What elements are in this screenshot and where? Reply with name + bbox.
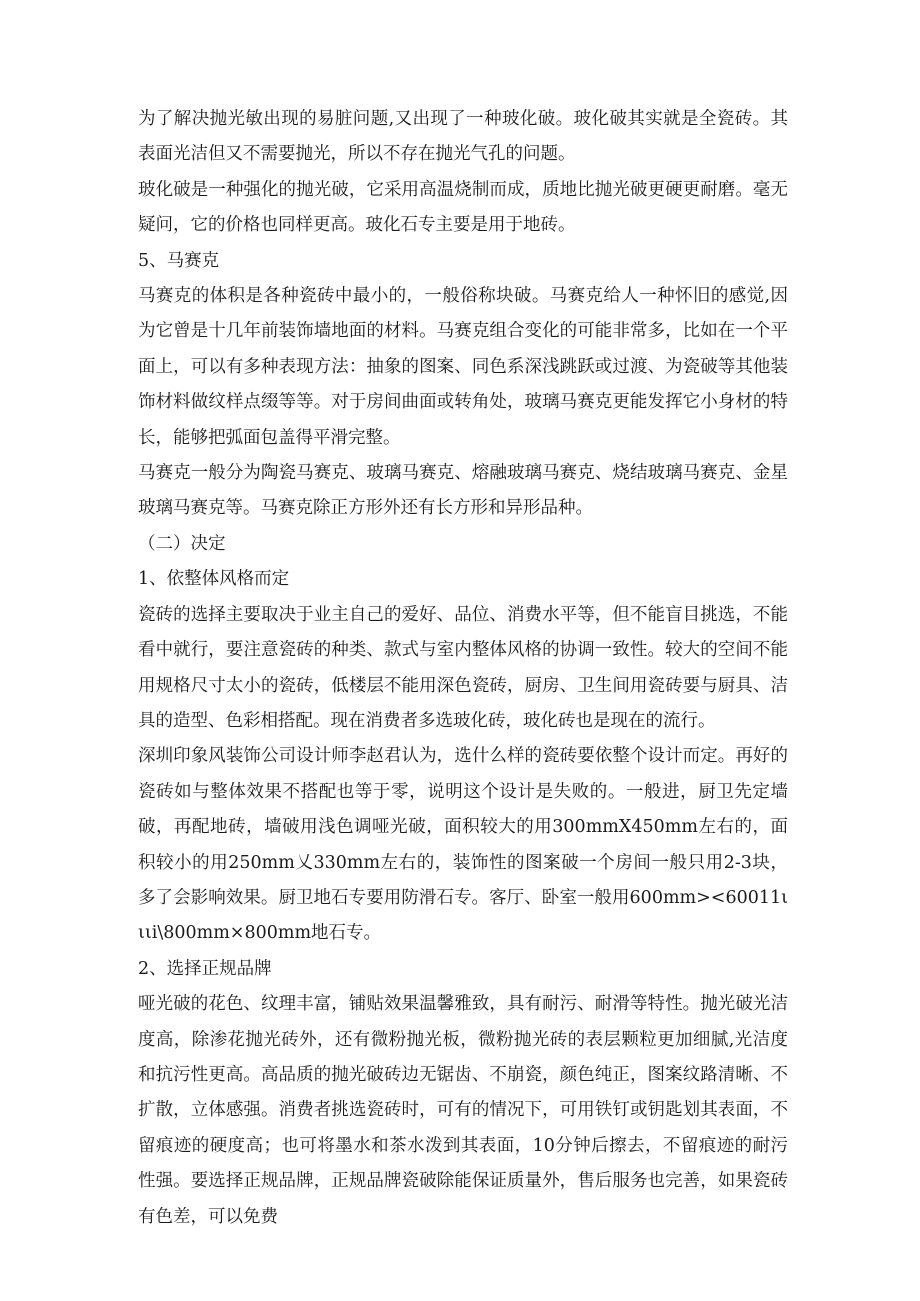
paragraph-brand-selection: 哑光破的花色、纹理丰富，铺贴效果温馨雅致，具有耐污、耐滑等特性。抛光破光洁度高，除渗花抛光砖外，还有微粉抛光板，微粉抛光砖的表层颗粒更加细腻,光洁度和抗污性更高。高品质的抛光破砖边无锯齿、不崩瓷，颜色纯正，图案纹路清晰、不扩散，立体感强。消费者挑选瓷砖时，可有的情况下，可用铁钉或钥匙划其表面，不留痕迹的硬度高；也可将墨水和茶水泼到其表面，10分钟后擦去，不留痕迹的耐污性强。要选择正规品牌，正规品牌瓷破除能保证质量外，售后服务也完善，如果瓷砖有色差，可以免费 [138,994,788,1227]
paragraph-style-selection: 瓷砖的选择主要取决于业主自己的爱好、品位、消费水平等，但不能盲目挑选，不能看中就行，要注意瓷砖的种类、款式与室内整体风格的协调一致性。较大的空间不能用规格尺寸太小的瓷砖，低楼层不能用深色瓷砖，厨房、卫生间用瓷砖要与厨具、洁具的造型、色彩相搭配。现在消费者多选玻化砖，玻化砖也是现在的流行。 [138,604,788,731]
section-heading-mosaic: 5、马赛克 [138,250,220,271]
subsection-heading-brand: 2、选择正规品牌 [138,958,272,979]
paragraph-designer-advice: 深圳印象风装饰公司设计师李赵君认为，选什么样的瓷砖要依整个设计而定。再好的瓷砖如与整体效果不搭配也等于零，说明这个设计是失败的。一般进，厨卫先定墙破，再配地砖，墙破用浅色调哑光破，面积较大的用300mmX450mm左右的，面积较小的用250mm乂330mm左右的，装饰性的图案破一个房间一般只用2-3块，多了会影响效果。厨卫地石专要用防滑石专。客厅、卧室一般用600mm><60011ιιιi\800mm×800mm地石专。 [138,746,788,944]
document-body [138,102,788,1235]
paragraph-vitrified-strength: 玻化破是一种强化的抛光破，它采用高温烧制而成，质地比抛光破更硬更耐磨。毫无疑问，它的价格也同样更高。玻化石专主要是用于地砖。 [138,179,788,236]
paragraph-vitrified-intro: 为了解决抛光敏出现的易脏问题,又出现了一种玻化破。玻化破其实就是全瓷砖。其表面光洁但又不需要抛光，所以不存在抛光气孔的问题。 [138,109,788,165]
paragraph-mosaic-types: 马赛克一般分为陶瓷马赛克、玻璃马赛克、熔融玻璃马赛克、烧结玻璃马赛克、金星玻璃马赛克等。马赛克除正方形外还有长方形和异形品种。 [138,463,788,519]
section-heading-decision: （二）决定 [138,533,226,554]
paragraph-mosaic-intro: 马赛克的体积是各种瓷砖中最小的，一般俗称块破。马赛克给人一种怀旧的感觉,因为它曾是十几年前装饰墙地面的材料。马赛克组合变化的可能非常多，比如在一个平面上，可以有多种表现方法：抽象的图案、同色系深浅跳跃或过渡、为瓷破等其他装饰材料做纹样点缀等等。对于房间曲面或转角处，玻璃马赛克更能发挥它小身材的特长，能够把弧面包盖得平滑完整。 [138,286,788,448]
subsection-heading-style: 1、依整体风格而定 [138,569,290,590]
